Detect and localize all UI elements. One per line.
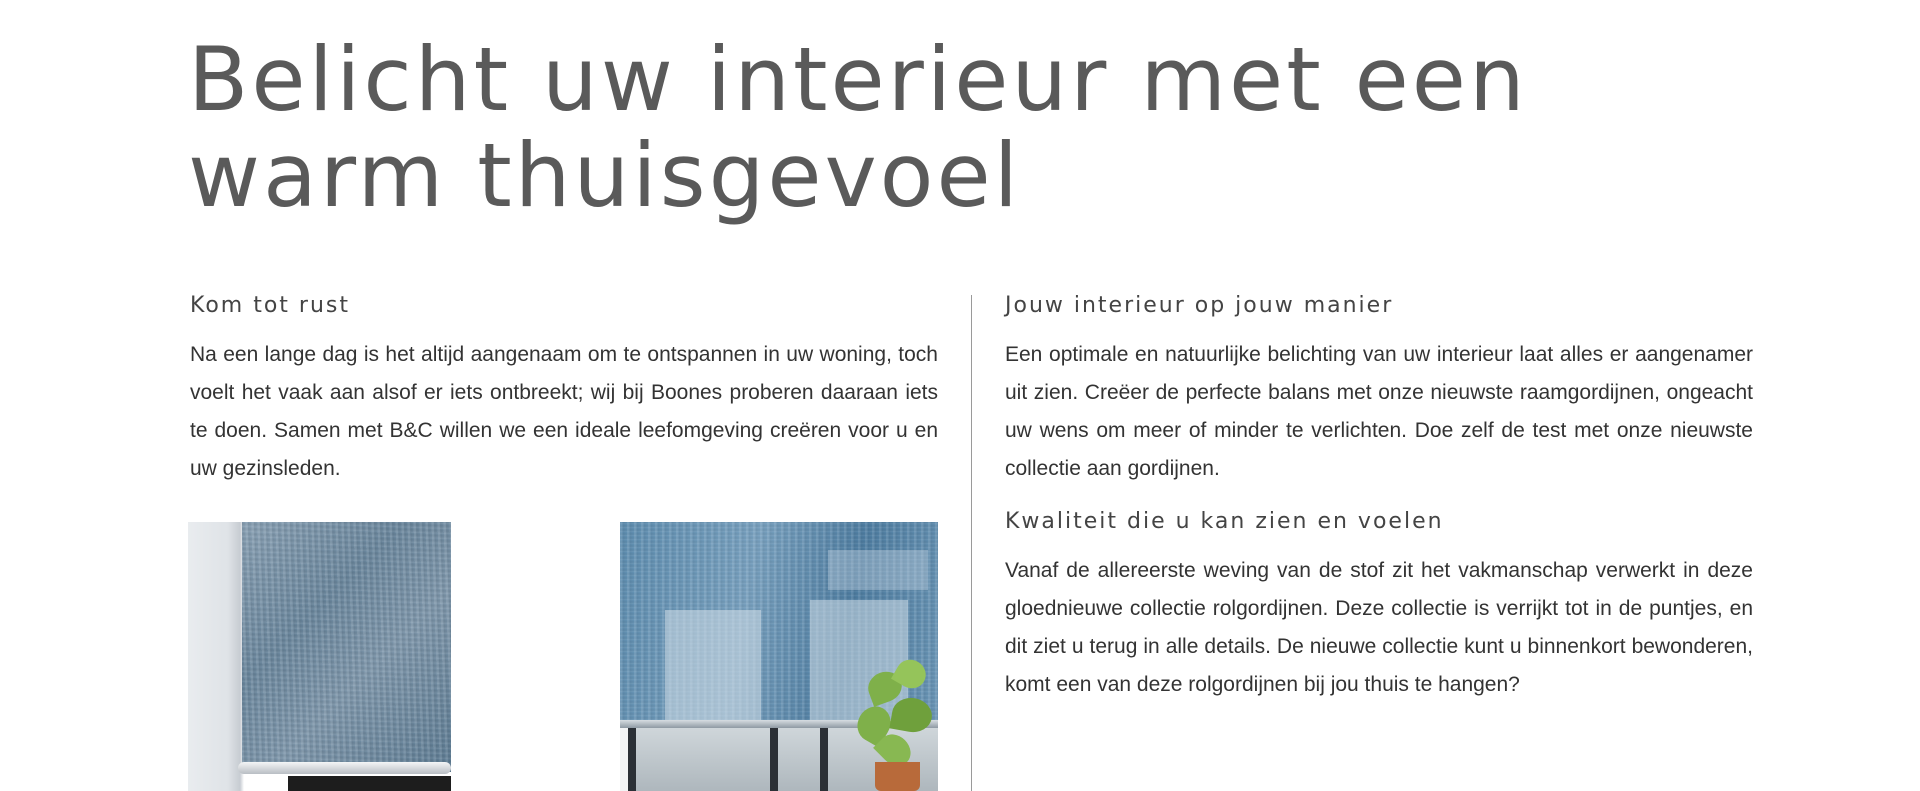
window-sill-shadow xyxy=(288,776,451,791)
plant-pot xyxy=(875,762,920,791)
interior-paragraph: Een optimale en natuurlijke belichting van uw interieur laat alles er aangenamer uit zien. Creëer de perfecte balans met onze nieuwste raamgordijnen, ongeacht uw wens om meer of minder te verlichten. Doe zelf de test met onze nieuwste collectie aan gordijnen. xyxy=(1005,343,1753,480)
right-column xyxy=(1005,288,1753,704)
blind-fabric xyxy=(242,522,451,772)
window-pane-left xyxy=(665,610,761,720)
roller-blind-window-photo xyxy=(620,522,938,791)
page-title: Belicht uw interieur met een warm thuisgevoel xyxy=(188,28,1528,227)
intro-paragraph: Na een lange dag is het altijd aangenaam om te ontspannen in uw woning, toch voelt het vaak aan alsof er iets ontbreekt; wij bij Boones proberen daaraan iets te doen. Samen met B&C willen we een ideale leefomgeving creëren voor u en uw gezinsleden. xyxy=(190,343,938,480)
section-heading-quality: Kwaliteit die u kan zien en voelen xyxy=(1005,509,1444,534)
window-frame xyxy=(770,728,778,791)
section-heading-rest: Kom tot rust xyxy=(190,293,350,318)
window-frame xyxy=(820,728,828,791)
window-pane-right xyxy=(810,600,908,720)
blind-closeup-photo xyxy=(188,522,451,791)
column-divider xyxy=(971,295,972,791)
left-column xyxy=(190,288,938,488)
window-reflection xyxy=(828,550,928,590)
section-heading-interior: Jouw interieur op jouw manier xyxy=(1005,293,1394,318)
blind-bottom-rail xyxy=(238,762,451,774)
window-frame xyxy=(628,728,636,791)
quality-paragraph: Vanaf de allereerste weving van de stof zit het vakmanschap verwerkt in deze gloednieuwe collectie rolgordijnen. Deze collectie is verrijkt tot in de puntjes, en dit ziet u terug in alle details. De nieuwe collectie kunt u binnenkort bewonderen, komt een van deze rolgordijnen bij jou thuis te hangen? xyxy=(1005,559,1753,696)
